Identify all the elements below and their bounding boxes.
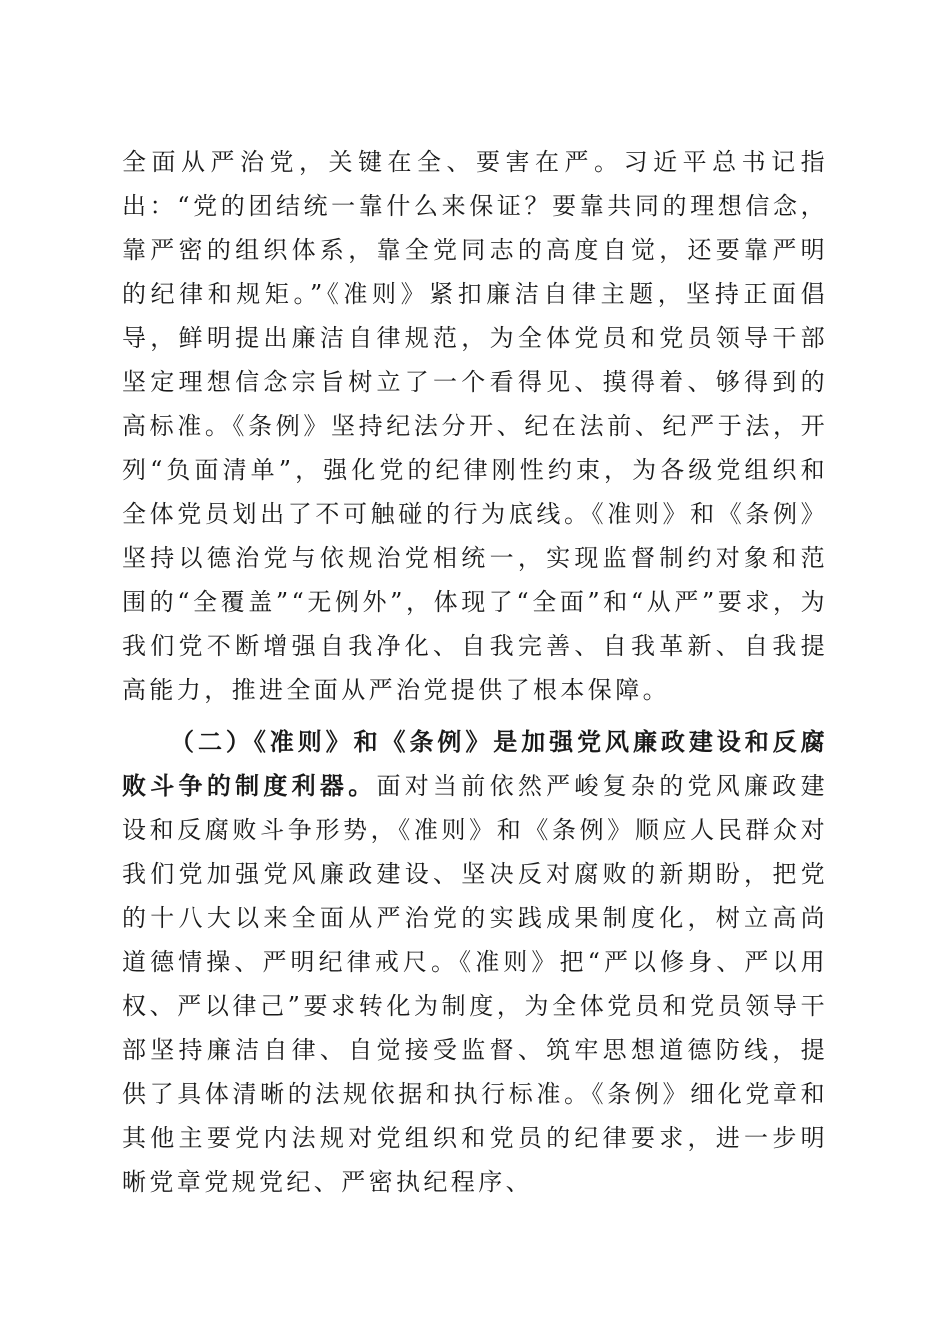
paragraph-1	[122, 140, 828, 712]
paragraph-2-text: 面对当前依然严峻复杂的党风廉政建设和反腐败斗争形势，《准则》和《条例》顺应人民群众对我们党加强党风廉政建设、坚决反对腐败的新期盼，把党的十八大以来全面从严治党的实践成果制度化，树立高尚道德情操、严明纪律戒尺。《准则》把“严以修身、严以用权、严以律己”要求转化为制度，为全体党员和党员领导干部坚持廉洁自律、自觉接受监督、筑牢思想道德防线，提供了具体清晰的法规依据和执行标准。《条例》细化党章和其他主要党内法规对党组织和党员的纪律要求，进一步明晰党章党规党纪、严密执纪程序、	[122, 772, 828, 1196]
paragraph-1-text: 全面从严治党，关键在全、要害在严。习近平总书记指出：“党的团结统一靠什么来保证？要靠共同的理想信念，靠严密的组织体系，靠全党同志的高度自觉，还要靠严明的纪律和规矩。”《准则》紧扣廉洁自律主题，坚持正面倡导，鲜明提出廉洁自律规范，为全体党员和党员领导干部坚定理想信念宗旨树立了一个看得见、摸得着、够得到的高标准。《条例》坚持纪法分开、纪在法前、纪严于法，开列“负面清单”，强化党的纪律刚性约束，为各级党组织和全体党员划出了不可触碰的行为底线。《准则》和《条例》坚持以德治党与依规治党相统一，实现监督制约对象和范围的“全覆盖”“无例外”，体现了“全面”和“从严”要求，为我们党不断增强自我净化、自我完善、自我革新、自我提高能力，推进全面从严治党提供了根本保障。	[122, 148, 828, 704]
section-heading: （二）《准则》和《条例》是加强党风廉政建设和反腐败斗争的制度利器。	[122, 728, 828, 800]
document-body	[122, 140, 828, 1204]
paragraph-2	[122, 720, 828, 1204]
